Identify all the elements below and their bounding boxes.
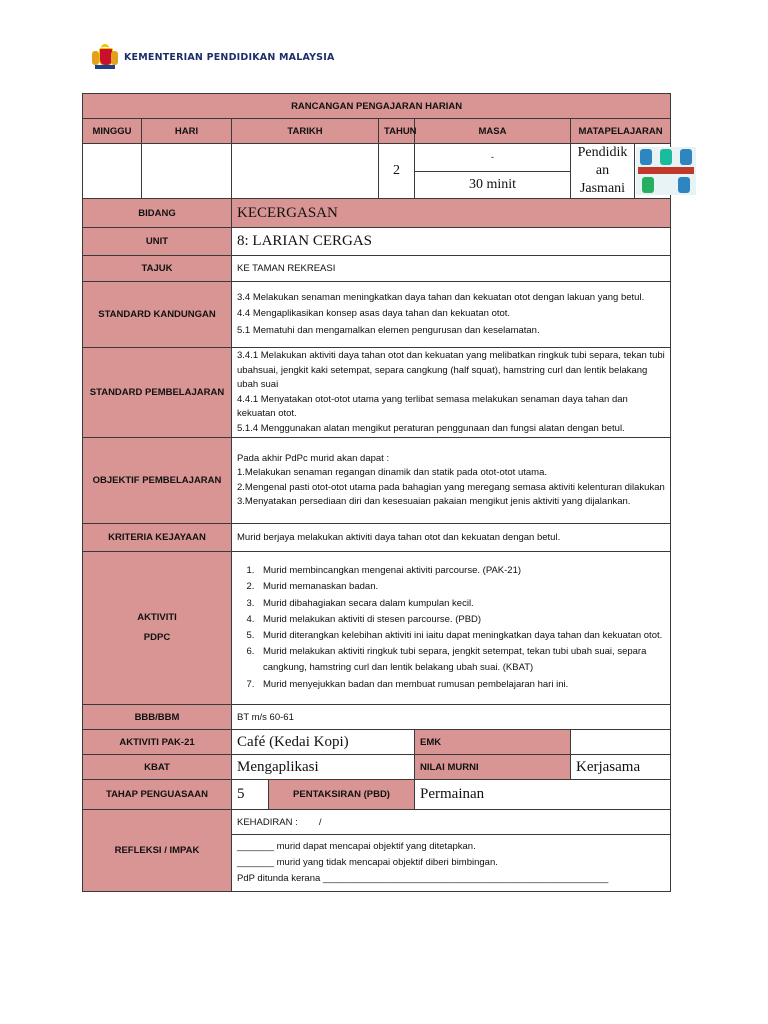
list-item: 6. Murid melakukan aktiviti ringkuk tubi separa, jengkit setempat, tekan tubi ubah suai, separa cangkung, hamstring curl dan lentik belakang ubah suai. (KBAT) — [257, 644, 665, 676]
list-item: 5. Murid diterangkan kelebihan aktiviti ini iaitu dapat meningkatkan daya tahan dan kekuatan otot. — [257, 628, 665, 644]
standard-kandungan-label: STANDARD KANDUNGAN — [83, 282, 232, 348]
objektif-content — [232, 438, 671, 524]
kbat-value: Mengaplikasi — [232, 755, 415, 780]
standard-kandungan-content — [232, 282, 671, 348]
emk-label: EMK — [415, 730, 571, 755]
list-item: 4. Murid melakukan aktiviti di stesen parcourse. (PBD) — [257, 612, 665, 628]
standard-pembelajaran-label: STANDARD PEMBELAJARAN — [83, 348, 232, 438]
refleksi-content — [232, 835, 671, 892]
sp-line: 4.4.1 Menyatakan otot-otot utama yang terlibat semasa melakukan senaman daya tahan dan kekuatan otot. — [237, 393, 628, 419]
list-item: 7. Murid menyejukkan badan dan membuat rumusan pembelajaran hari ini. — [257, 677, 665, 693]
kehadiran-line: KEHADIRAN : / — [232, 810, 671, 835]
tahun-value: 2 — [379, 144, 415, 199]
sp-line: 3.4.1 Melakukan aktiviti daya tahan otot dan kekuatan yang melibatkan ringkuk tubi separa, tekan tubi ubahsuai, jengkit kaki setempat, separa cangkung (half squat), hamstring curl dan lentik belakang ubah suai — [237, 350, 665, 390]
subject-image — [635, 144, 671, 199]
refleksi-label: REFLEKSI / IMPAK — [83, 810, 232, 892]
col-minggu: MINGGU — [83, 119, 142, 144]
table-title: RANCANGAN PENGAJARAN HARIAN — [83, 94, 671, 119]
malaysia-crest-icon — [92, 45, 118, 69]
refleksi-line: _______ murid yang tidak mencapai objektif diberi bimbingan. — [237, 857, 498, 868]
pendidikan-jasmani-logo-icon — [636, 147, 696, 195]
bbb-label: BBB/BBM — [83, 705, 232, 730]
list-item: 1. Murid membincangkan mengenai aktiviti parcourse. (PAK-21) — [257, 563, 665, 579]
aktiviti-label-line1: AKTIVITI — [137, 612, 177, 623]
tahap-label: TAHAP PENGUASAAN — [83, 780, 232, 810]
unit-label: UNIT — [83, 228, 232, 256]
pbd-value: Permainan — [415, 780, 671, 810]
masa-value: 30 minit — [415, 171, 571, 199]
list-item: 3. Murid dibahagiakan secara dalam kumpulan kecil. — [257, 596, 665, 612]
standard-pembelajaran-content — [232, 348, 671, 438]
col-tarikh: TARIKH — [232, 119, 379, 144]
sk-line: 5.1 Mematuhi dan mengamalkan elemen pengurusan dan keselamatan. — [237, 324, 540, 336]
list-item: 2. Murid memanaskan badan. — [257, 579, 665, 595]
aktiviti-list — [235, 563, 665, 693]
objektif-line: 3.Menyatakan persediaan diri dan kesesuaian pakaian mengikut jenis aktiviti yang dijalankan. — [237, 496, 631, 507]
emk-value — [571, 730, 671, 755]
hari-value — [142, 144, 232, 199]
pak21-label: AKTIVITI PAK-21 — [83, 730, 232, 755]
masa-top-value: - — [415, 144, 571, 172]
col-tahun: TAHUN — [379, 119, 415, 144]
tajuk-value: KE TAMAN REKREASI — [232, 256, 671, 282]
objektif-line: Pada akhir PdPc murid akan dapat : — [237, 452, 390, 464]
bidang-label: BIDANG — [83, 199, 232, 228]
sk-line: 4.4 Mengaplikasikan konsep asas daya tahan dan kekuatan otot. — [237, 308, 511, 320]
subject-cell — [571, 144, 635, 199]
minggu-value — [83, 144, 142, 199]
col-masa: MASA — [415, 119, 571, 144]
ministry-header — [92, 44, 335, 70]
kriteria-value: Murid berjaya melakukan aktiviti daya tahan otot dan kekuatan dengan betul. — [232, 524, 671, 552]
sp-line: 5.1.4 Menggunakan alatan mengikut peraturan penggunaan dan fungsi alatan dengan betul. — [237, 422, 625, 434]
pak21-value: Café (Kedai Kopi) — [232, 730, 415, 755]
tajuk-label: TAJUK — [83, 256, 232, 282]
nilai-murni-value: Kerjasama — [571, 755, 671, 780]
col-hari: HARI — [142, 119, 232, 144]
refleksi-line: _______ murid dapat mencapai objektif yang ditetapkan. — [237, 841, 476, 852]
objektif-line: 2.Mengenal pasti otot-otot utama pada bahagian yang meregang semasa aktiviti kelenturan dilakukan — [237, 481, 665, 493]
objektif-line: 1.Melakukan senaman regangan dinamik dan statik pada otot-otot utama. — [237, 467, 547, 478]
aktiviti-label — [83, 552, 232, 705]
bidang-value: KECERGASAN — [232, 199, 671, 228]
aktiviti-content — [232, 552, 671, 705]
sk-line: 3.4 Melakukan senaman meningkatkan daya tahan dan kekuatan otot dengan lakuan yang betul. — [237, 291, 645, 303]
kriteria-label: KRITERIA KEJAYAAN — [83, 524, 232, 552]
refleksi-line: PdP ditunda kerana ______________________________________________________ — [237, 873, 609, 884]
pbd-label: PENTAKSIRAN (PBD) — [269, 780, 415, 810]
subject-name: Pendidik an Jasmani — [577, 145, 628, 196]
objektif-label: OBJEKTIF PEMBELAJARAN — [83, 438, 232, 524]
tahap-value: 5 — [232, 780, 269, 810]
kbat-label: KBAT — [83, 755, 232, 780]
unit-value: 8: LARIAN CERGAS — [232, 228, 671, 256]
bbb-value: BT m/s 60-61 — [232, 705, 671, 730]
tarikh-value — [232, 144, 379, 199]
ministry-name: KEMENTERIAN PENDIDIKAN MALAYSIA — [124, 51, 335, 63]
aktiviti-label-line2: PDPC — [143, 632, 171, 643]
col-matapelajaran: MATAPELAJARAN — [571, 119, 671, 144]
nilai-murni-label: NILAI MURNI — [415, 755, 571, 780]
lesson-plan-table — [82, 93, 671, 892]
